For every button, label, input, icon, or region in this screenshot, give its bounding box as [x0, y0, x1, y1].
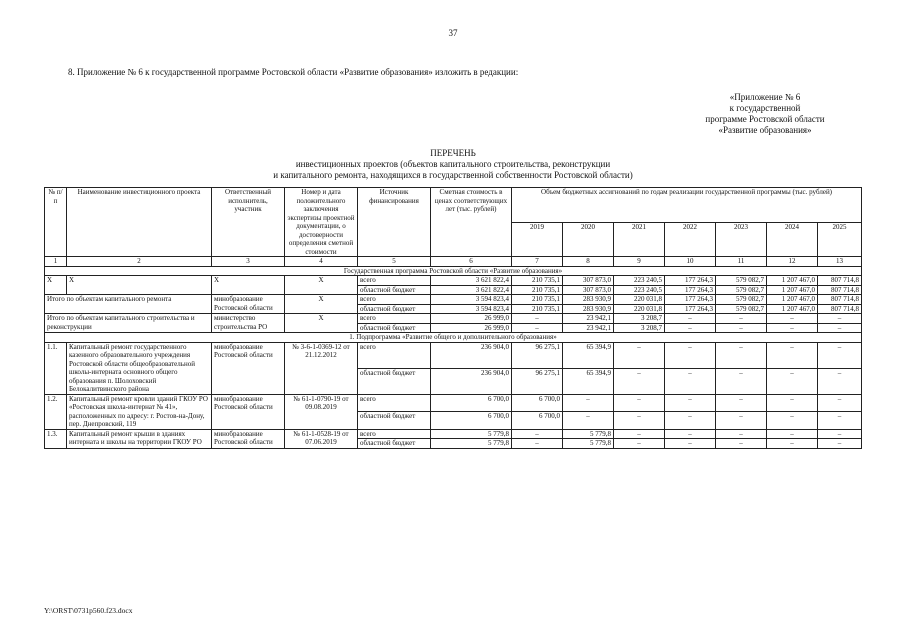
column-number: 8: [563, 257, 614, 267]
year-value: 307 873,0: [563, 276, 614, 286]
year-value: –: [614, 342, 665, 368]
year-value: 23 942,1: [563, 314, 614, 324]
year-value: –: [716, 429, 767, 439]
expertise: Х: [285, 276, 358, 295]
year-value: –: [767, 368, 818, 394]
estimated-cost: 26 999,0: [431, 323, 512, 333]
executor: Х: [212, 276, 285, 295]
funding-source: областной бюджет: [358, 368, 431, 394]
funding-source: областной бюджет: [358, 285, 431, 295]
year-value: 65 394,9: [563, 342, 614, 368]
header-year: 2020: [563, 222, 614, 257]
funding-source: всего: [358, 276, 431, 286]
year-value: –: [665, 323, 716, 333]
estimated-cost: 5 779,8: [431, 429, 512, 439]
year-value: 223 240,5: [614, 285, 665, 295]
appendix-line: «Приложение № 6: [729, 92, 801, 102]
year-value: 3 208,7: [614, 323, 665, 333]
year-value: 210 735,1: [512, 304, 563, 314]
year-value: –: [818, 368, 862, 394]
header-year: 2022: [665, 222, 716, 257]
year-value: 1 207 467,0: [767, 304, 818, 314]
year-value: 65 394,9: [563, 368, 614, 394]
program-title: Государственная программа Ростовской области «Развитие образования»: [45, 266, 862, 276]
funding-source: областной бюджет: [358, 323, 431, 333]
year-value: 5 779,8: [563, 439, 614, 449]
year-value: –: [818, 394, 862, 412]
year-value: 177 264,3: [665, 304, 716, 314]
year-value: 96 275,1: [512, 368, 563, 394]
year-value: 283 930,9: [563, 295, 614, 305]
year-value: –: [614, 412, 665, 430]
header-year: 2024: [767, 222, 818, 257]
total-label: Итого по объектам капитального строительства и реконструкции: [45, 314, 212, 333]
year-value: –: [767, 323, 818, 333]
appendix-line: к государственной: [729, 103, 801, 113]
subprogram-title-row: [45, 333, 862, 343]
year-value: –: [665, 429, 716, 439]
column-number: 1: [45, 257, 67, 267]
estimated-cost: 236 904,0: [431, 342, 512, 368]
column-number: 12: [767, 257, 818, 267]
project-row: [45, 429, 862, 439]
program-title-row: [45, 266, 862, 276]
appendix-header: [640, 92, 890, 136]
year-value: –: [767, 394, 818, 412]
year-value: –: [818, 439, 862, 449]
projects-table: [44, 187, 862, 449]
column-number: 4: [285, 257, 358, 267]
year-value: 210 735,1: [512, 295, 563, 305]
year-value: –: [767, 439, 818, 449]
header-source: Источник финансирования: [358, 188, 431, 257]
year-value: –: [665, 368, 716, 394]
year-value: 283 930,9: [563, 304, 614, 314]
year-value: 6 700,0: [512, 394, 563, 412]
year-value: –: [614, 429, 665, 439]
title-line: инвестиционных проектов (объектов капитального строительства, реконструкции: [295, 159, 611, 169]
year-value: –: [818, 314, 862, 324]
executor: минобразование Ростовской области: [212, 429, 285, 448]
year-value: –: [716, 368, 767, 394]
program-total-row: [45, 276, 862, 286]
header-executor: Ответственный исполнитель, участник: [212, 188, 285, 257]
year-value: –: [716, 439, 767, 449]
page-number: 37: [448, 28, 458, 38]
year-value: –: [818, 429, 862, 439]
year-value: 23 942,1: [563, 323, 614, 333]
year-value: 3 208,7: [614, 314, 665, 324]
document-title: [0, 148, 906, 181]
year-value: 579 082,7: [716, 304, 767, 314]
row-num: 1.1.: [45, 342, 67, 394]
column-numbers-row: [45, 257, 862, 267]
year-value: 177 264,3: [665, 276, 716, 286]
column-number: 7: [512, 257, 563, 267]
header-year: 2023: [716, 222, 767, 257]
appendix-line: «Развитие образования»: [718, 125, 812, 135]
header-project-name: Наименование инвестиционного проекта: [67, 188, 212, 257]
year-value: –: [665, 439, 716, 449]
project-row: [45, 394, 862, 412]
column-number: 10: [665, 257, 716, 267]
year-value: 1 207 467,0: [767, 276, 818, 286]
estimated-cost: 6 700,0: [431, 412, 512, 430]
intro-paragraph: 8. Приложение № 6 к государственной программе Ростовской области «Развитие образования» изложить в редакции:: [68, 67, 519, 77]
expertise: Х: [285, 295, 358, 314]
column-number: 13: [818, 257, 862, 267]
executor: минобразование Ростовской области: [212, 394, 285, 429]
header-expertise: Номер и дата положительного заключения экспертизы проектной документации, о достоверности определения сметной стоимости: [285, 188, 358, 257]
year-value: –: [665, 314, 716, 324]
column-number: 11: [716, 257, 767, 267]
year-value: 579 082,7: [716, 295, 767, 305]
year-value: 177 264,3: [665, 285, 716, 295]
header-num: № п/п: [45, 188, 67, 257]
header-year: 2025: [818, 222, 862, 257]
year-value: –: [767, 412, 818, 430]
year-value: 807 714,8: [818, 304, 862, 314]
program-total-row: [45, 295, 862, 305]
executor: министерство строительства РО: [212, 314, 285, 333]
year-value: –: [767, 314, 818, 324]
year-value: 5 779,8: [563, 429, 614, 439]
header-budget-group: Объем бюджетных ассигнований по годам реализации государственной программы (тыс. рублей): [512, 188, 862, 223]
funding-source: всего: [358, 394, 431, 412]
year-value: 96 275,1: [512, 342, 563, 368]
year-value: 210 735,1: [512, 285, 563, 295]
year-value: 220 031,8: [614, 304, 665, 314]
project-name: Капитальный ремонт государственного казенного образовательного учреждения Ростовской области общеобразовательной школы-интерната основного общего образования п. Шолоховский Белокалитвинского района: [67, 342, 212, 394]
column-number: 9: [614, 257, 665, 267]
program-total-row: [45, 314, 862, 324]
estimated-cost: 236 904,0: [431, 368, 512, 394]
year-value: –: [665, 394, 716, 412]
year-value: 579 082,7: [716, 276, 767, 286]
year-value: 807 714,8: [818, 295, 862, 305]
year-value: –: [818, 342, 862, 368]
year-value: 6 700,0: [512, 412, 563, 430]
estimated-cost: 6 700,0: [431, 394, 512, 412]
year-value: –: [512, 323, 563, 333]
year-value: –: [716, 323, 767, 333]
row-num: 1.3.: [45, 429, 67, 448]
funding-source: всего: [358, 342, 431, 368]
funding-source: областной бюджет: [358, 439, 431, 449]
year-value: –: [716, 394, 767, 412]
year-value: –: [614, 439, 665, 449]
expertise: № 61-1-0790-19 от 09.08.2019: [285, 394, 358, 429]
column-number: 2: [67, 257, 212, 267]
estimated-cost: 3 621 822,4: [431, 285, 512, 295]
year-value: –: [563, 394, 614, 412]
year-value: –: [818, 412, 862, 430]
appendix-line: программе Ростовской области: [705, 114, 825, 124]
estimated-cost: 5 779,8: [431, 439, 512, 449]
year-value: 223 240,5: [614, 276, 665, 286]
year-value: –: [512, 439, 563, 449]
funding-source: всего: [358, 314, 431, 324]
year-value: 210 735,1: [512, 276, 563, 286]
year-value: –: [665, 342, 716, 368]
subprogram-title: 1. Подпрограмма «Развитие общего и дополнительного образования»: [45, 333, 862, 343]
header-year: 2019: [512, 222, 563, 257]
year-value: –: [716, 412, 767, 430]
year-value: –: [716, 342, 767, 368]
year-value: 807 714,8: [818, 285, 862, 295]
year-value: –: [614, 368, 665, 394]
estimated-cost: 26 999,0: [431, 314, 512, 324]
column-number: 5: [358, 257, 431, 267]
year-value: 220 031,8: [614, 295, 665, 305]
year-value: 177 264,3: [665, 295, 716, 305]
project-name: Х: [67, 276, 212, 295]
year-value: 1 207 467,0: [767, 295, 818, 305]
title-line: и капитального ремонта, находящихся в государственной собственности Ростовской области): [273, 170, 633, 180]
row-num: Х: [45, 276, 67, 295]
estimated-cost: 3 594 823,4: [431, 304, 512, 314]
year-value: –: [512, 429, 563, 439]
executor: минобразование Ростовской области: [212, 342, 285, 394]
expertise: № 3-6-1-0369-12 от 21.12.2012: [285, 342, 358, 394]
year-value: 579 082,7: [716, 285, 767, 295]
title-heading: ПЕРЕЧЕНЬ: [430, 148, 476, 158]
funding-source: всего: [358, 429, 431, 439]
row-num: 1.2.: [45, 394, 67, 429]
executor: минобразование Ростовской области: [212, 295, 285, 314]
project-name: Капитальный ремонт кровли зданий ГКОУ РО «Ростовская школа-интернат № 41», расположенных по адресу: г. Ростов-на-Дону, пер. Днепровский, 119: [67, 394, 212, 429]
column-number: 6: [431, 257, 512, 267]
project-row: [45, 342, 862, 368]
header-cost: Сметная стоимость в ценах соответствующих лет (тыс. рублей): [431, 188, 512, 257]
estimated-cost: 3 594 823,4: [431, 295, 512, 305]
year-value: –: [767, 342, 818, 368]
expertise: Х: [285, 314, 358, 333]
year-value: –: [716, 314, 767, 324]
year-value: 307 873,0: [563, 285, 614, 295]
year-value: –: [818, 323, 862, 333]
year-value: 1 207 467,0: [767, 285, 818, 295]
funding-source: областной бюджет: [358, 304, 431, 314]
funding-source: областной бюджет: [358, 412, 431, 430]
year-value: –: [614, 394, 665, 412]
header-year: 2021: [614, 222, 665, 257]
year-value: 807 714,8: [818, 276, 862, 286]
year-value: –: [665, 412, 716, 430]
year-value: –: [563, 412, 614, 430]
file-path: Y:\ORST\0731p560.f23.docx: [44, 606, 133, 615]
year-value: –: [767, 429, 818, 439]
funding-source: всего: [358, 295, 431, 305]
expertise: № 61-1-0528-19 от 07.06.2019: [285, 429, 358, 448]
year-value: –: [512, 314, 563, 324]
total-label: Итого по объектам капитального ремонта: [45, 295, 212, 314]
column-number: 3: [212, 257, 285, 267]
project-name: Капитальный ремонт крыши в зданиях интерната и школы на территории ГКОУ РО: [67, 429, 212, 448]
estimated-cost: 3 621 822,4: [431, 276, 512, 286]
